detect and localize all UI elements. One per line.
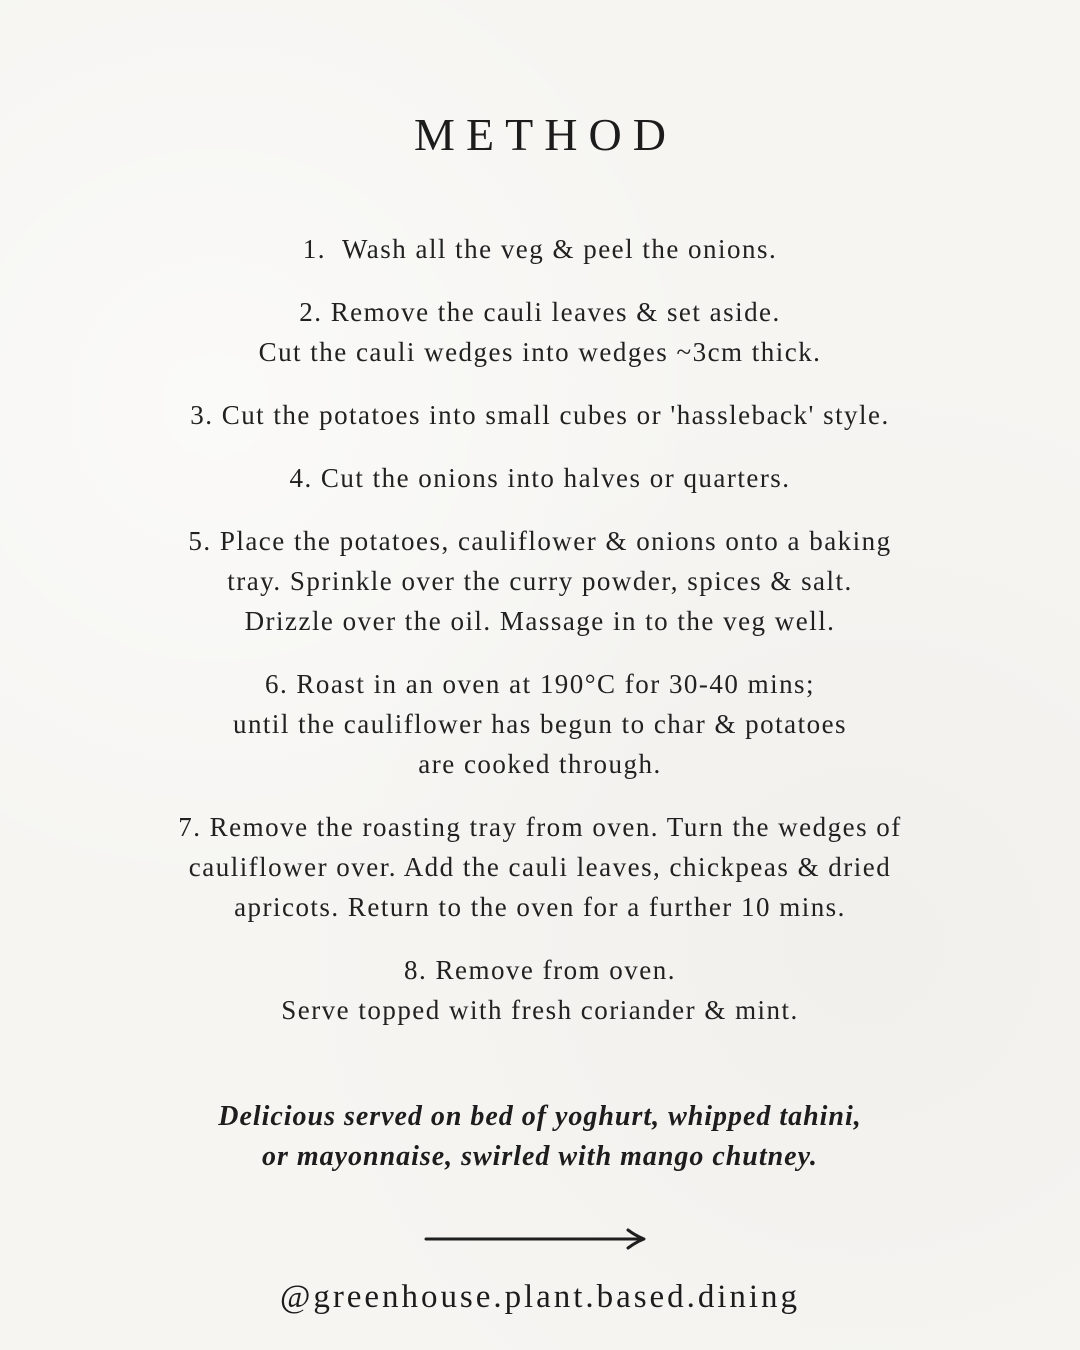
arrow-right-icon: [422, 1226, 658, 1252]
serving-suggestion-note: [218, 1097, 861, 1177]
step-line: tray. Sprinkle over the curry powder, spices & salt.: [227, 566, 853, 596]
step-line: 1. Wash all the veg & peel the onions.: [302, 234, 778, 264]
divider-arrow: [422, 1225, 658, 1253]
social-handle: @greenhouse.plant.based.dining: [280, 1279, 800, 1315]
step-line: are cooked through.: [418, 749, 662, 779]
method-step-1: [70, 229, 1010, 269]
step-line: 7. Remove the roasting tray from oven. Turn the wedges of: [178, 812, 902, 842]
method-step-2: [70, 292, 1010, 372]
method-step-4: [70, 458, 1010, 498]
step-line: 8. Remove from oven.: [404, 955, 676, 985]
method-step-5: [70, 521, 1010, 641]
method-step-6: [70, 664, 1010, 784]
step-line: 5. Place the potatoes, cauliflower & onions onto a baking: [188, 526, 892, 556]
step-line: Drizzle over the oil. Massage in to the veg well.: [244, 606, 836, 636]
step-line: 4. Cut the onions into halves or quarters.: [289, 463, 791, 493]
method-step-7: [70, 807, 1010, 927]
step-line: until the cauliflower has begun to char & potatoes: [232, 709, 848, 739]
note-line: or mayonnaise, swirled with mango chutney.: [262, 1141, 818, 1172]
step-line: Cut the cauli wedges into wedges ~3cm thick.: [258, 337, 822, 367]
method-step-3: [70, 395, 1010, 435]
step-line: 2. Remove the cauli leaves & set aside.: [299, 297, 781, 327]
page-title: METHOD: [414, 109, 678, 160]
method-step-8: [70, 950, 1010, 1030]
step-line: apricots. Return to the oven for a further 10 mins.: [234, 892, 846, 922]
method-steps: [70, 229, 1010, 1053]
step-line: Serve topped with fresh coriander & mint.: [281, 995, 799, 1025]
step-line: 6. Roast in an oven at 190°C for 30-40 mins;: [264, 669, 816, 699]
step-line: cauliflower over. Add the cauli leaves, chickpeas & dried: [188, 852, 892, 882]
step-line: 3. Cut the potatoes into small cubes or 'hassleback' style.: [190, 400, 890, 430]
note-line: Delicious served on bed of yoghurt, whipped tahini,: [218, 1101, 862, 1132]
